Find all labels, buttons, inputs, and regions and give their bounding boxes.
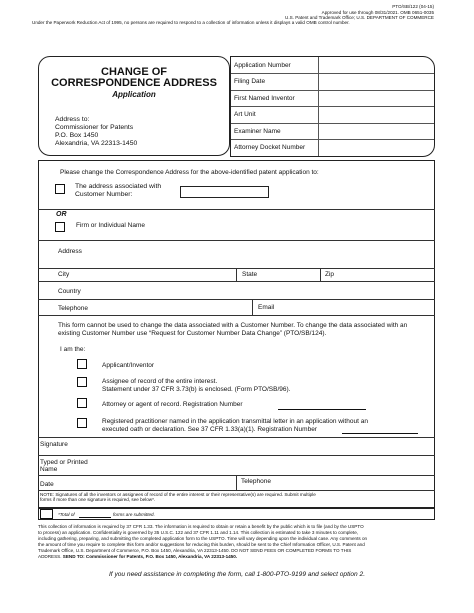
applicant-option: Applicant/Inventor <box>102 362 155 369</box>
total-forms-checkbox[interactable] <box>40 509 53 519</box>
firm-name-label: Firm or Individual Name <box>76 222 145 229</box>
application-number-field[interactable] <box>320 58 430 72</box>
assistance-footer: If you need assistance in completing the form, call 1-800-PTO-9199 and select option 2. <box>108 571 366 578</box>
total-forms-row <box>38 508 435 520</box>
city-label: City <box>58 271 70 278</box>
burden-line3: including gathering, preparing, and submitting the completed application form to the USPTO. Time will vary depending upon the individual case. Any comments on <box>38 536 368 541</box>
assignee-option-line1: Assignee of record of the entire interest. <box>102 378 218 385</box>
title-box <box>38 56 230 156</box>
zip-label: Zip <box>325 271 335 278</box>
customer-number-checkbox[interactable] <box>55 184 65 194</box>
burden-address-prefix: ADDRESS. <box>38 554 62 559</box>
typed-name-label-line1: Typed or Printed <box>40 459 88 466</box>
firm-checkbox[interactable] <box>55 222 65 232</box>
burden-line5: Trademark Office, U.S. Department of Commerce, P.O. Box 1450, Alexandria, VA 22313-1450. DO NOT SEND FEES OR COMPLETED FORMS TO THIS <box>38 548 352 553</box>
attorney-option: Attorney or agent of record. Registration Number <box>102 401 243 408</box>
po-box-line: P.O. Box 1450 <box>55 132 99 139</box>
customer-number-note: This form cannot be used to change the data associated with a Customer Number. To change the data associated with an existing Customer Number use “Request for Customer Number Data Change” (PTO/SB/124). <box>58 322 408 337</box>
attorney-checkbox[interactable] <box>77 398 87 408</box>
address-to-label: Address to: <box>55 116 90 123</box>
commissioner-line: Commissioner for Patents <box>55 124 134 131</box>
customer-number-option: The address associated with Customer Number: <box>75 183 162 198</box>
typed-name-field[interactable] <box>100 457 430 474</box>
country-label: Country <box>58 288 81 295</box>
filing-date-label: Filing Date <box>234 78 266 85</box>
art-unit-field[interactable] <box>320 108 430 122</box>
omb-approval: Approved for use through 08/31/2021. OMB 0651-0035 <box>321 10 434 15</box>
practitioner-reg-number-line[interactable] <box>342 433 418 434</box>
first-named-inventor-label: First Named Inventor <box>234 95 295 102</box>
attorney-docket-field[interactable] <box>320 141 430 155</box>
burden-line6 <box>38 554 435 559</box>
customer-number-field[interactable] <box>180 186 269 198</box>
application-info-box <box>230 56 435 157</box>
total-forms-suffix: forms are submitted. <box>113 512 155 517</box>
examiner-name-field[interactable] <box>320 124 430 138</box>
form-id: PTO/SB/122 (04-15) <box>392 4 434 9</box>
burden-send-to: SEND TO: Commissioner for Patents, P.O. Box 1450, Alexandria, VA 22313-1450. <box>62 554 238 559</box>
assignee-checkbox[interactable] <box>77 377 87 387</box>
pra-notice: Under the Paperwork Reduction Act of 1995, no persons are required to respond to a collection of information unless it displays a valid OMB control number. <box>32 20 350 25</box>
state-label: State <box>242 271 258 278</box>
form-title-line1: CHANGE OF <box>101 66 167 78</box>
address-label: Address <box>58 248 82 255</box>
practitioner-option-line1: Registered practitioner named in the application transmittal letter in an application without an <box>102 418 368 425</box>
practitioner-checkbox[interactable] <box>77 418 87 428</box>
burden-line2: to process) an application. Confidentiality is governed by 35 U.S.C. 122 and 37 CFR 1.11 and 1.14. This collection is estimated to take 3 minutes to complete, <box>38 530 359 535</box>
agency-line: U.S. Patent and Trademark Office; U.S. DEPARTMENT OF COMMERCE <box>285 15 434 20</box>
date-label: Date <box>40 481 54 488</box>
first-named-inventor-field[interactable] <box>320 91 430 105</box>
form-title-line2: CORRESPONDENCE ADDRESS <box>51 77 217 89</box>
signer-telephone-label: Telephone <box>241 478 271 485</box>
address-field[interactable] <box>100 243 430 267</box>
form-subtitle: Application <box>112 90 156 99</box>
burden-line1: This collection of information is required by 37 CFR 1.33. The information is required to obtain or retain a benefit by the public which is to file (and by the USPTO <box>38 524 364 529</box>
filing-date-field[interactable] <box>320 75 430 89</box>
email-label: Email <box>258 304 275 311</box>
firm-name-field[interactable] <box>150 220 430 236</box>
total-forms-prefix: *Total of <box>58 512 75 517</box>
applicant-checkbox[interactable] <box>77 359 87 369</box>
change-instruction: Please change the Correspondence Address for the above-identified patent application to: <box>60 169 319 176</box>
signature-field[interactable] <box>90 439 430 454</box>
total-forms-count-line[interactable] <box>79 517 111 518</box>
or-label: OR <box>56 211 67 218</box>
signature-note-line2: forms if more than one signature is required, see below*. <box>40 497 156 502</box>
attorney-reg-number-line[interactable] <box>278 409 366 410</box>
practitioner-option-line2: executed oath or declaration. See 37 CFR 1.33(a)(1). Registration Number <box>102 426 317 433</box>
i-am-label: I am the: <box>60 346 86 353</box>
telephone-label: Telephone <box>58 305 88 312</box>
city-line: Alexandria, VA 22313-1450 <box>55 140 138 147</box>
art-unit-label: Art Unit <box>234 111 256 118</box>
assignee-option-line2: Statement under 37 CFR 3.73(b) is enclosed. (Form PTO/SB/96). <box>102 386 291 393</box>
examiner-name-label: Examiner Name <box>234 128 281 135</box>
burden-line4: the amount of time you require to complete this form and/or suggestions for reducing this burden, should be sent to the Chief Information Officer, U.S. Patent and <box>38 542 365 547</box>
application-number-label: Application Number <box>234 62 291 69</box>
typed-name-label-line2: Name <box>40 466 58 473</box>
attorney-docket-label: Attorney Docket Number <box>234 144 306 151</box>
signature-label: Signature <box>40 441 68 448</box>
signature-note-line1: NOTE: Signatures of all the inventors or assignees of record of the entire interest or their representative(s) are required. Submit multiple <box>40 492 316 497</box>
